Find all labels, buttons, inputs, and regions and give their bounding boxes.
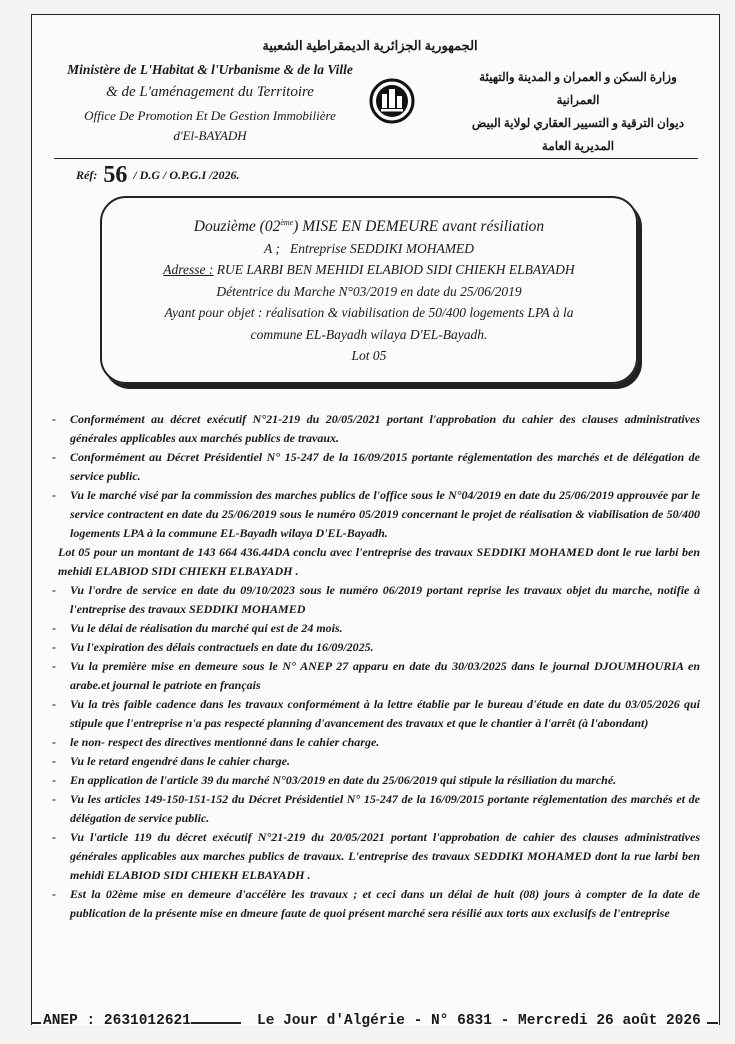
arabic-republic-title: الجمهورية الجزائرية الديمقراطية الشعبية: [262, 38, 478, 53]
ref-suffix: / D.G / O.P.G.I /2026.: [133, 168, 240, 182]
reference-line: [76, 162, 239, 189]
recipient-label: A ;: [264, 240, 280, 256]
list-item-text: Vu le marché visé par la commission des marches publics de l'office sous le N°04/2019 en date du 25/06/2019 approuvée par le service contractent en date du 25/06/2019 sous le numéro 05/2019 concernant le projet de réalisation & viabilisation de 50/400 logements LPA à la commune EL-Bayadh wilaya D'EL-Bayadh.: [70, 488, 700, 540]
arabic-office-line: ديوان الترقية و التسيير العقاري لولاية البيض: [471, 116, 685, 130]
list-item: [48, 657, 700, 695]
bullet-icon: -: [52, 640, 56, 654]
list-item-text: Est la 02ème mise en demeure d'accélère les travaux ; et ceci dans un délai de huit (08) jours à compter de la date de publication de la présente mise en dmeure faute de quoi présent marché sera résilié aux torts aux exclusifs de l'entreprise: [70, 887, 700, 920]
list-item-text: En application de l'article 39 du marché N°03/2019 en date du 25/06/2019 qui stipule la résiliation du marché.: [70, 773, 617, 787]
list-item-text: Conformément au Décret Présidentiel N° 15-247 de la 16/09/2015 portante réglementation des marchés et de délégation de service public.: [70, 450, 700, 483]
notice-lot: Lot 05: [351, 348, 387, 364]
list-item: [48, 638, 700, 657]
ministry-line-2: & de L'aménagement du Territoire: [106, 84, 314, 100]
ref-number: 56: [103, 162, 128, 188]
list-item-text: Vu le retard engendré dans le cahier charge.: [70, 754, 291, 768]
notice-object-2: commune EL-Bayadh wilaya D'EL-Bayadh.: [250, 326, 488, 342]
notice-title: [102, 212, 636, 238]
office-line-2: d'El-BAYADH: [173, 128, 247, 143]
footer-journal: Le Jour d'Algérie - N° 6831 - Mercredi 26 août 2026: [257, 1013, 701, 1029]
bullet-icon: -: [52, 412, 56, 426]
notice-object-1: Ayant pour objet : réalisation & viabilisation de 50/400 logements LPA à la: [164, 305, 574, 321]
notice-title-suffix: ) MISE EN DEMEURE avant résiliation: [293, 218, 545, 236]
ref-label: Réf:: [76, 168, 98, 182]
list-item: [48, 885, 700, 923]
bullet-icon: -: [52, 792, 56, 806]
list-item: [48, 448, 700, 486]
notice-address: [102, 259, 636, 281]
bullet-icon: -: [52, 773, 56, 787]
list-item: [48, 828, 700, 885]
considerations-list: [48, 410, 700, 923]
notice-recipient: [102, 238, 636, 260]
list-item-text: Vu l'article 119 du décret exécutif N°21-219 du 20/05/2021 portant l'approbation de cahier des clauses administratives générales applicables aux marches publics de travaux. L'entreprise des travaux SEDDIKI MOHAMED dont la rue larbi ben mehidi ELABIOD SIDI CHIEKH ELBAYADH .: [70, 830, 700, 882]
list-item-text: Vu les articles 149-150-151-152 du Décret Présidentiel N° 15-247 de la 16/09/2015 portante réglementation des marchés et de délégation de service public.: [70, 792, 700, 825]
list-item: [48, 543, 700, 581]
bullet-icon: -: [52, 621, 56, 635]
list-item-text: Vu l'expiration des délais contractuels en date du 16/09/2025.: [70, 640, 374, 654]
list-item: [48, 486, 700, 543]
list-item-text: le non- respect des directives mentionné dans le cahier charge.: [70, 735, 380, 749]
list-item: [48, 410, 700, 448]
notice-title-sup: ème: [280, 218, 294, 227]
footer-dash-right: [707, 1022, 718, 1024]
list-item-text: Vu la première mise en demeure sous le N° ANEP 27 apparu en date du 30/03/2025 dans le journal DJOUMHOURIA en arabe.et journal le patriote en français: [70, 659, 700, 692]
footer-anep: ANEP : 2631012621: [43, 1013, 191, 1029]
arabic-office-header: [458, 66, 698, 158]
opgi-logo-icon: [369, 78, 415, 124]
list-item: [48, 771, 700, 790]
recipient-value: Entreprise SEDDIKI MOHAMED: [290, 240, 474, 256]
ministry-line-1: Ministère de L'Habitat & l'Urbanisme & de la Ville: [67, 62, 353, 77]
bullet-icon: -: [52, 697, 56, 711]
list-item: [48, 581, 700, 619]
list-item-text: Conformément au décret exécutif N°21-219 du 20/05/2021 portant l'approbation du cahier des clauses administratives générales applicables aux marchés publics de travaux.: [70, 412, 700, 445]
list-item-text: Vu le délai de réalisation du marché qui est de 24 mois.: [70, 621, 343, 635]
arabic-direction-line: المديرية العامة: [541, 139, 615, 153]
list-item-text: Vu la très faible cadence dans les travaux conformément à la lettre établie par le bureau d'étude en date du 03/05/2026 qui stipule que l'entreprise n'a pas respecté planning d'avancement des travaux et que le chantier à l'arrêt (à l'abondant): [70, 697, 700, 730]
notice-box: [100, 196, 638, 384]
list-item: [48, 733, 700, 752]
list-item: [48, 752, 700, 771]
address-label: Adresse :: [163, 262, 214, 278]
bullet-icon: -: [52, 488, 56, 502]
header-divider: [54, 158, 698, 159]
bullet-icon: -: [52, 659, 56, 673]
bullet-icon: -: [52, 735, 56, 749]
notice-title-prefix: Douzième (02: [193, 218, 281, 236]
bullet-icon: -: [52, 830, 56, 844]
office-line-1: Office De Promotion Et De Gestion Immobilière: [84, 108, 336, 123]
list-item: [48, 619, 700, 638]
bullet-icon: -: [52, 450, 56, 464]
footer-dash-mid: [191, 1022, 241, 1024]
footer-dash-left: [31, 1022, 41, 1024]
list-item: [48, 790, 700, 828]
ministry-header: [50, 58, 370, 147]
bullet-icon: -: [52, 887, 56, 901]
list-item-text: Lot 05 pour un montant de 143 664 436.44DA conclu avec l'entreprise des travaux SEDDIKI MOHAMED dont le rue larbi ben mehidi ELABIOD SIDI CHIEKH ELBAYADH .: [58, 545, 700, 578]
footer: [31, 1013, 718, 1037]
address-value: RUE LARBI BEN MEHIDI ELABIOD SIDI CHIEKH ELBAYADH: [216, 262, 575, 278]
list-item: [48, 695, 700, 733]
bullet-icon: -: [52, 754, 56, 768]
bullet-icon: -: [52, 583, 56, 597]
arabic-ministry-line: وزارة السكن و العمران و المدينة والتهيئة العمرانية: [479, 70, 677, 107]
list-item-text: Vu l'ordre de service en date du 09/10/2023 sous le numéro 06/2019 portant reprise les travaux objet du marche, notifie à l'entreprise des travaux SEDDIKI MOHAMED: [70, 583, 700, 616]
notice-holder: Détentrice du Marche N°03/2019 en date du 25/06/2019: [216, 283, 522, 299]
